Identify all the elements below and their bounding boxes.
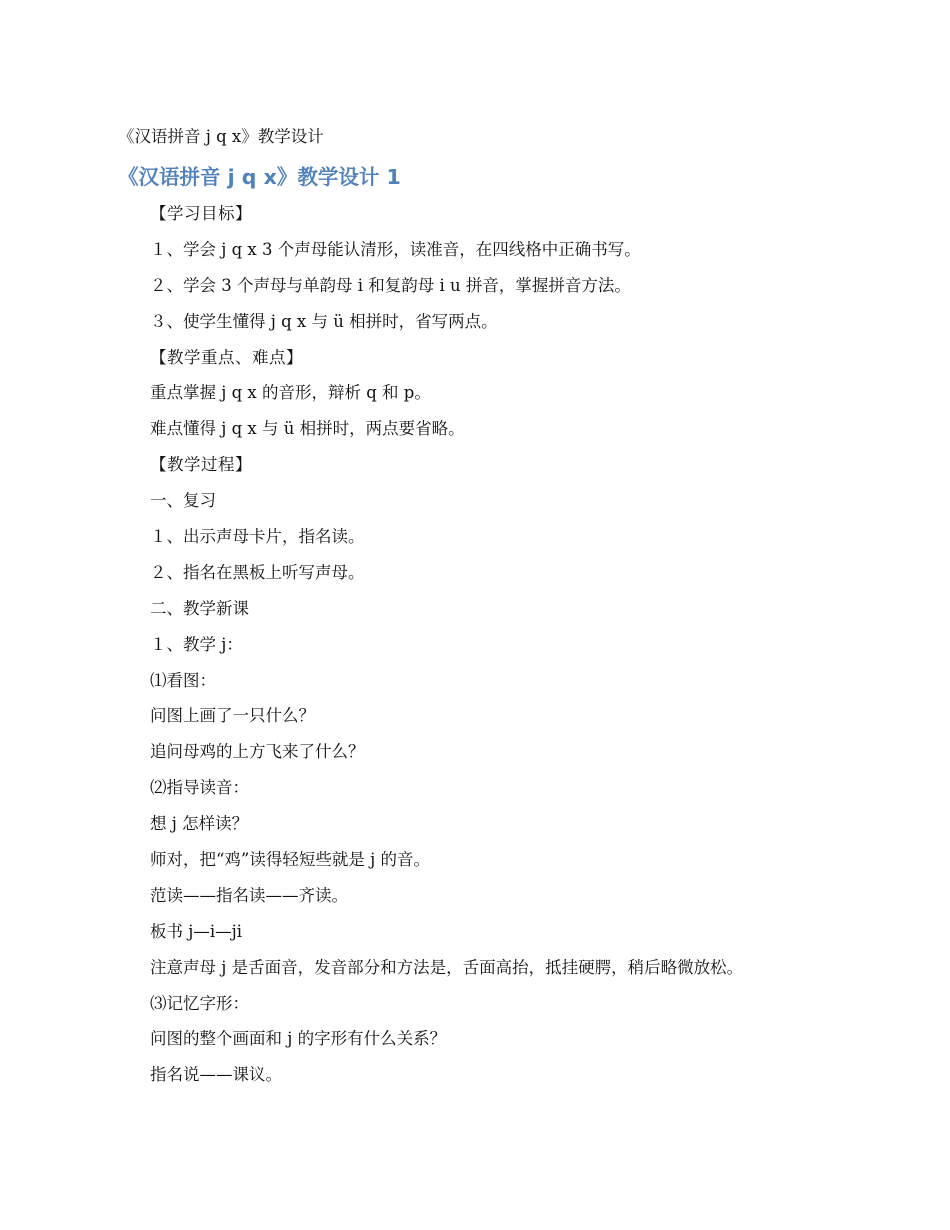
- paragraph: 重点掌握 j q x 的音形，辩析 q 和 p。: [150, 383, 431, 403]
- paragraph: 追问母鸡的上方飞来了什么？: [150, 742, 365, 762]
- paragraph: 二、教学新课: [150, 598, 249, 618]
- paragraph: 问图的整个画面和 j 的字形有什么关系？: [150, 1029, 447, 1049]
- paragraph: １、教学 j：: [150, 634, 243, 654]
- paragraph: 师对，把“鸡”读得轻短些就是 j 的音。: [150, 850, 430, 870]
- document-title: 《汉语拼音 j q x》教学设计: [118, 127, 324, 146]
- document-body: [150, 199, 743, 1096]
- paragraph: 难点懂得 j q x 与 ü 相拼时，两点要省略。: [150, 419, 465, 439]
- section-label-learning-goals: 【学习目标】: [150, 204, 252, 223]
- paragraph: 注意声母 j 是舌面音，发音部分和方法是，舌面高抬，抵挂硬腭，稍后略微放松。: [150, 957, 744, 977]
- paragraph: １、学会 j q x 3 个声母能认清形，读准音，在四线格中正确书写。: [150, 239, 641, 259]
- paragraph: ⑵指导读音：: [150, 778, 249, 798]
- paragraph: ２、指名在黑板上听写声母。: [150, 562, 365, 582]
- paragraph: 一、复习: [150, 491, 216, 511]
- section-label-process: 【教学过程】: [150, 455, 252, 475]
- paragraph: 想 j 怎样读？: [150, 814, 249, 834]
- paragraph: ３、使学生懂得 j q x 与 ü 相拼时，省写两点。: [150, 311, 498, 331]
- section-heading: 《汉语拼音 j q x》教学设计 1: [118, 165, 401, 189]
- section-label-key-points: 【教学重点、难点】: [150, 347, 303, 367]
- paragraph: ⑴看图：: [150, 670, 216, 690]
- paragraph: 指名说——课议。: [150, 1065, 282, 1085]
- paragraph: 范读——指名读——齐读。: [150, 885, 348, 905]
- paragraph: 板书 j—i—ji: [150, 921, 243, 941]
- paragraph: ２、学会 3 个声母与单韵母 i 和复韵母 i u 拼音，掌握拼音方法。: [150, 275, 631, 295]
- paragraph: １、出示声母卡片，指名读。: [150, 527, 365, 547]
- paragraph: 问图上画了一只什么？: [150, 706, 315, 726]
- paragraph: ⑶记忆字形：: [150, 993, 249, 1013]
